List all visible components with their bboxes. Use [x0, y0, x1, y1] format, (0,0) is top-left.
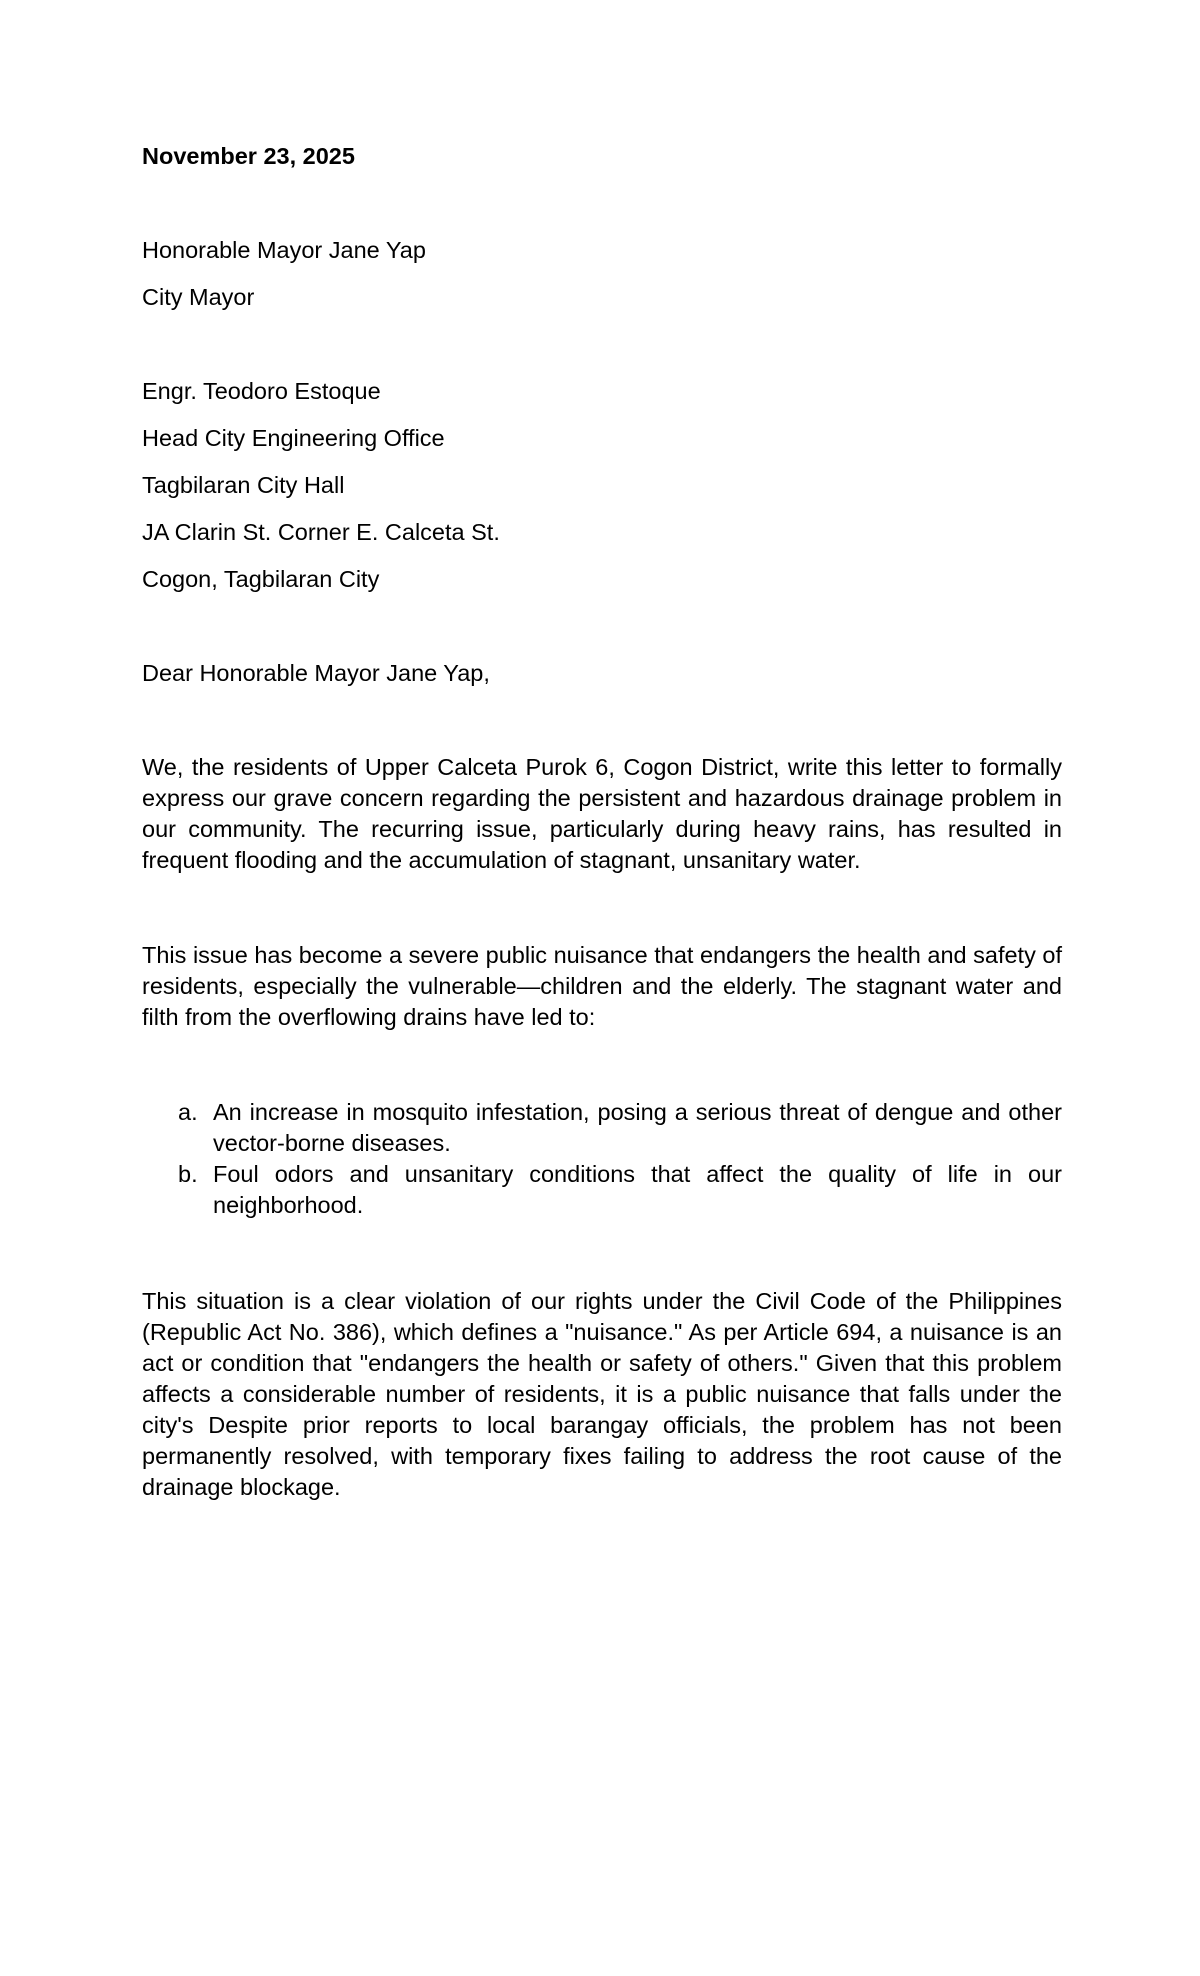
letter-date: November 23, 2025: [142, 143, 355, 169]
recipient-2-title: Head City Engineering Office: [142, 425, 445, 451]
list-marker: a.: [178, 1099, 198, 1125]
salutation: Dear Honorable Mayor Jane Yap,: [142, 660, 490, 686]
recipient-2-building: Tagbilaran City Hall: [142, 472, 345, 498]
list-item: [142, 1097, 1062, 1159]
paragraph-3: This situation is a clear violation of our rights under the Civil Code of the Philippines (Republic Act No. 386), which defines a "nuisance." As per Article 694, a nuisance is an act or condition that "endangers the health or safety of others." Given that this problem affects a considerable number of residents, it is a public nuisance that falls under the city's Despite prior reports to local barangay officials, the problem has not been permanently resolved, with temporary fixes failing to address the root cause of the drainage blockage.: [142, 1288, 1062, 1500]
list-item: [142, 1159, 1062, 1221]
list-item-text: An increase in mosquito infestation, posing a serious threat of dengue and other vector-borne diseases.: [213, 1099, 1062, 1156]
paragraph-2: This issue has become a severe public nuisance that endangers the health and safety of residents, especially the vulnerable—children and the elderly. The stagnant water and filth from the overflowing drains have led to:: [142, 942, 1062, 1030]
recipient-2-street: JA Clarin St. Corner E. Calceta St.: [142, 519, 500, 545]
recipient-2-name: Engr. Teodoro Estoque: [142, 378, 381, 404]
recipient-1-title: City Mayor: [142, 284, 255, 310]
recipient-2-city: Cogon, Tagbilaran City: [142, 566, 380, 592]
list-marker: b.: [178, 1161, 198, 1187]
list-item-text: Foul odors and unsanitary conditions that affect the quality of life in our neighborhood.: [213, 1161, 1062, 1218]
paragraph-1: We, the residents of Upper Calceta Purok 6, Cogon District, write this letter to formally express our grave concern regarding the persistent and hazardous drainage problem in our community. The recurring issue, particularly during heavy rains, has resulted in frequent flooding and the accumulation of stagnant, unsanitary water.: [142, 754, 1062, 873]
consequence-list: [142, 1097, 1062, 1221]
recipient-1-name: Honorable Mayor Jane Yap: [142, 237, 426, 263]
